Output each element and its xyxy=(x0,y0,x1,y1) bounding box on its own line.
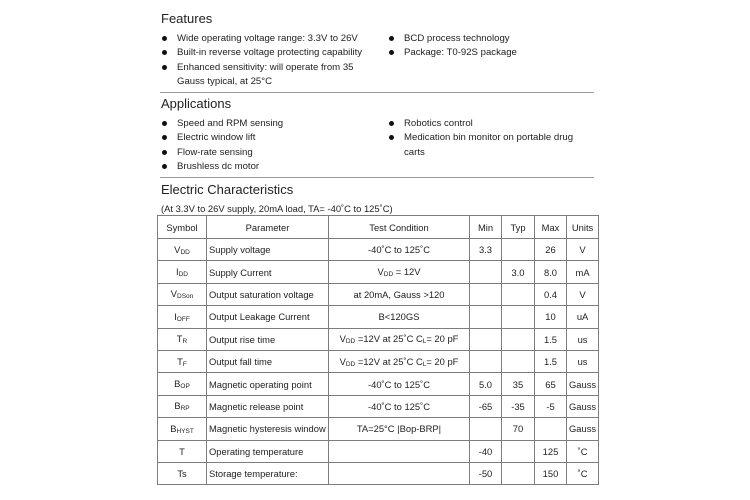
typ-cell xyxy=(502,440,535,462)
list-item-text: Wide operating voltage range: 3.3V to 26V xyxy=(177,33,358,44)
list-item xyxy=(161,61,376,90)
test-condition-cell xyxy=(329,462,470,484)
list-item-text: Robotics control xyxy=(404,118,473,129)
symbol-subscript: DSon xyxy=(177,293,194,301)
symbol-cell xyxy=(158,306,207,328)
condition-subscript: L xyxy=(422,360,427,368)
condition-subscript: L xyxy=(422,338,427,346)
symbol-cell xyxy=(158,462,207,484)
symbol-subscript: R xyxy=(182,338,188,346)
applications-list-left xyxy=(161,117,376,175)
condition-suffix: = 20 pF xyxy=(426,355,459,367)
parameter-text: Output saturation voltage xyxy=(209,288,314,300)
symbol-cell xyxy=(158,440,207,462)
min-cell xyxy=(470,418,502,440)
typ-cell xyxy=(502,350,535,372)
test-condition-cell xyxy=(329,328,470,350)
column-header: Max xyxy=(535,216,567,239)
table-row xyxy=(158,306,599,328)
bullet-icon xyxy=(162,135,167,140)
parameter-cell xyxy=(207,462,329,484)
condition-prefix: V xyxy=(339,355,346,367)
table-header-row xyxy=(158,216,599,239)
symbol-cell xyxy=(158,373,207,395)
symbol-cell xyxy=(158,328,207,350)
bullet-icon xyxy=(162,150,167,155)
symbol-text: B xyxy=(174,400,181,412)
max-cell xyxy=(535,418,567,440)
symbol-text: I xyxy=(176,266,179,278)
bullet-icon xyxy=(162,121,167,126)
units-cell: us xyxy=(567,350,599,372)
features-list-left xyxy=(161,32,376,90)
max-cell: -5 xyxy=(535,395,567,417)
min-cell xyxy=(470,350,502,372)
symbol-subscript: OP xyxy=(180,383,190,391)
list-item-text: Brushless dc motor xyxy=(177,161,260,173)
min-cell xyxy=(470,328,502,350)
test-condition-cell xyxy=(329,418,470,440)
bullet-icon xyxy=(389,121,394,126)
condition-text: at 20mA, Gauss >120 xyxy=(353,288,445,300)
table-row xyxy=(158,350,599,372)
test-condition-cell xyxy=(329,306,470,328)
max-cell: 150 xyxy=(535,462,567,484)
table-row xyxy=(158,283,599,305)
units-cell: V xyxy=(567,239,599,261)
condition-subscript: DD xyxy=(345,338,356,346)
test-condition-cell xyxy=(329,239,470,261)
column-header: Parameter xyxy=(207,216,329,239)
condition-subscript: DD xyxy=(345,360,356,368)
typ-cell xyxy=(502,239,535,261)
test-condition-cell xyxy=(329,283,470,305)
symbol-subscript: OFF xyxy=(176,315,190,323)
condition-text: -40˚C to 125˚C xyxy=(367,378,430,390)
units-cell: V xyxy=(567,283,599,305)
condition-suffix: = 20 pF xyxy=(426,333,459,345)
typ-cell: 70 xyxy=(502,418,535,440)
parameter-text: Output Leakage Current xyxy=(209,311,310,323)
condition-text: = 12V xyxy=(393,266,421,278)
bullet-icon xyxy=(389,135,394,140)
parameter-cell xyxy=(207,373,329,395)
parameter-cell xyxy=(207,239,329,261)
condition-prefix: V xyxy=(377,266,384,278)
parameter-cell xyxy=(207,350,329,372)
condition-prefix: V xyxy=(339,333,346,345)
symbol-text: V xyxy=(170,288,177,300)
symbol-cell xyxy=(158,395,207,417)
condition-text: -40˚C to 125˚C xyxy=(367,244,430,256)
parameter-text: Magnetic operating point xyxy=(209,378,312,390)
typ-cell: -35 xyxy=(502,395,535,417)
list-item xyxy=(161,46,376,60)
units-cell: mA xyxy=(567,261,599,283)
applications-list-right xyxy=(388,117,588,160)
column-header: Units xyxy=(567,216,599,239)
typ-cell: 35 xyxy=(502,373,535,395)
table-row xyxy=(158,261,599,283)
test-condition-cell xyxy=(329,373,470,395)
units-cell: ˚C xyxy=(567,462,599,484)
units-cell: Gauss xyxy=(567,418,599,440)
symbol-text: Ts xyxy=(177,468,187,480)
symbol-subscript: RP xyxy=(180,405,190,413)
symbol-subscript: HYST xyxy=(176,427,194,435)
column-header: Min xyxy=(470,216,502,239)
condition-text: =12V at 25˚C C xyxy=(355,355,423,367)
symbol-cell xyxy=(158,239,207,261)
condition-subscript: DD xyxy=(383,271,394,279)
symbol-text: T xyxy=(176,333,183,345)
parameter-cell xyxy=(207,440,329,462)
list-item-text: Built-in reverse voltage protecting capability xyxy=(177,47,363,59)
symbol-subscript: DD xyxy=(178,271,188,279)
units-cell: ˚C xyxy=(567,440,599,462)
typ-cell: 3.0 xyxy=(502,261,535,283)
list-item-text: Electric window lift xyxy=(177,132,256,144)
min-cell xyxy=(470,283,502,305)
symbol-cell xyxy=(158,418,207,440)
table-row xyxy=(158,418,599,440)
test-condition-cell xyxy=(329,261,470,283)
typ-cell xyxy=(502,328,535,350)
list-item xyxy=(161,160,376,174)
list-item xyxy=(388,32,588,46)
bullet-icon xyxy=(162,164,167,169)
table-row xyxy=(158,440,599,462)
symbol-text: I xyxy=(174,310,177,322)
electric-heading: Electric Characteristics xyxy=(161,182,294,197)
units-cell: uA xyxy=(567,306,599,328)
parameter-cell xyxy=(207,306,329,328)
table-row xyxy=(158,462,599,484)
bullet-icon xyxy=(162,50,167,55)
condition-text: B<120GS xyxy=(378,311,420,323)
column-header: Symbol xyxy=(158,216,207,239)
applications-heading: Applications xyxy=(161,96,232,111)
list-item xyxy=(388,46,588,60)
table-row xyxy=(158,373,599,395)
min-cell: 5.0 xyxy=(470,373,502,395)
column-header: Test Condition xyxy=(329,216,470,239)
features-list-right xyxy=(388,32,588,61)
min-cell xyxy=(470,306,502,328)
symbol-text: V xyxy=(174,243,181,255)
list-item-text: Speed and RPM sensing xyxy=(177,118,284,129)
bullet-icon xyxy=(389,36,394,41)
parameter-cell xyxy=(207,283,329,305)
list-item xyxy=(388,131,588,160)
symbol-text: T xyxy=(179,445,185,457)
units-cell: Gauss xyxy=(567,373,599,395)
parameter-text: Magnetic hysteresis window xyxy=(209,423,326,435)
bullet-icon xyxy=(389,50,394,55)
typ-cell xyxy=(502,283,535,305)
parameter-text: Magnetic release point xyxy=(209,400,304,412)
max-cell: 1.5 xyxy=(535,350,567,372)
list-item-text: BCD process technology xyxy=(404,33,510,44)
condition-text: =12V at 25˚C C xyxy=(355,333,423,345)
max-cell: 10 xyxy=(535,306,567,328)
max-cell: 26 xyxy=(535,239,567,261)
symbol-text: B xyxy=(174,378,181,390)
condition-text: TA=25°C |Bop-BRP| xyxy=(356,423,442,435)
list-item-text: Package: T0-92S package xyxy=(404,47,517,59)
list-item xyxy=(161,131,376,145)
symbol-cell xyxy=(158,283,207,305)
symbol-cell xyxy=(158,261,207,283)
min-cell xyxy=(470,261,502,283)
list-item-text: Medication bin monitor on portable drug carts xyxy=(404,132,574,158)
typ-cell xyxy=(502,306,535,328)
features-heading: Features xyxy=(161,11,213,26)
symbol-subscript: DD xyxy=(180,248,190,256)
test-condition-cell xyxy=(329,395,470,417)
test-conditions-note: (At 3.3V to 26V supply, 20mA load, TA= -40˚C to 125˚C) xyxy=(161,203,393,214)
max-cell: 8.0 xyxy=(535,261,567,283)
parameter-text: Supply voltage xyxy=(209,244,271,256)
symbol-cell xyxy=(158,350,207,372)
units-cell: us xyxy=(567,328,599,350)
list-item xyxy=(161,146,376,160)
table-row xyxy=(158,395,599,417)
units-cell: Gauss xyxy=(567,395,599,417)
min-cell: -40 xyxy=(470,440,502,462)
parameter-text: Output rise time xyxy=(209,333,276,345)
parameter-text: Supply Current xyxy=(209,266,272,278)
table-row xyxy=(158,328,599,350)
test-condition-cell xyxy=(329,440,470,462)
parameter-text: Storage temperature: xyxy=(209,468,298,480)
parameter-cell xyxy=(207,261,329,283)
max-cell: 125 xyxy=(535,440,567,462)
max-cell: 65 xyxy=(535,373,567,395)
min-cell: 3.3 xyxy=(470,239,502,261)
section-divider xyxy=(160,177,594,178)
test-condition-cell xyxy=(329,350,470,372)
electric-characteristics-table xyxy=(157,215,599,485)
symbol-subscript: F xyxy=(182,360,187,368)
table-row xyxy=(158,239,599,261)
min-cell: -50 xyxy=(470,462,502,484)
parameter-cell xyxy=(207,418,329,440)
section-divider xyxy=(160,92,594,93)
list-item xyxy=(388,117,588,131)
column-header: Typ xyxy=(502,216,535,239)
symbol-text: T xyxy=(177,355,183,367)
condition-text: -40˚C to 125˚C xyxy=(367,400,430,412)
list-item xyxy=(161,32,376,46)
list-item-text: Flow-rate sensing xyxy=(177,146,253,158)
max-cell: 0.4 xyxy=(535,283,567,305)
typ-cell xyxy=(502,462,535,484)
parameter-text: Output fall time xyxy=(209,356,273,368)
parameter-text: Operating temperature xyxy=(209,445,304,457)
parameter-cell xyxy=(207,395,329,417)
list-item xyxy=(161,117,376,131)
bullet-icon xyxy=(162,65,167,70)
bullet-icon xyxy=(162,36,167,41)
max-cell: 1.5 xyxy=(535,328,567,350)
min-cell: -65 xyxy=(470,395,502,417)
list-item-text: Enhanced sensitivity: will operate from 35 Gauss typical, at 25°C xyxy=(177,61,354,88)
parameter-cell xyxy=(207,328,329,350)
symbol-text: B xyxy=(170,422,177,434)
